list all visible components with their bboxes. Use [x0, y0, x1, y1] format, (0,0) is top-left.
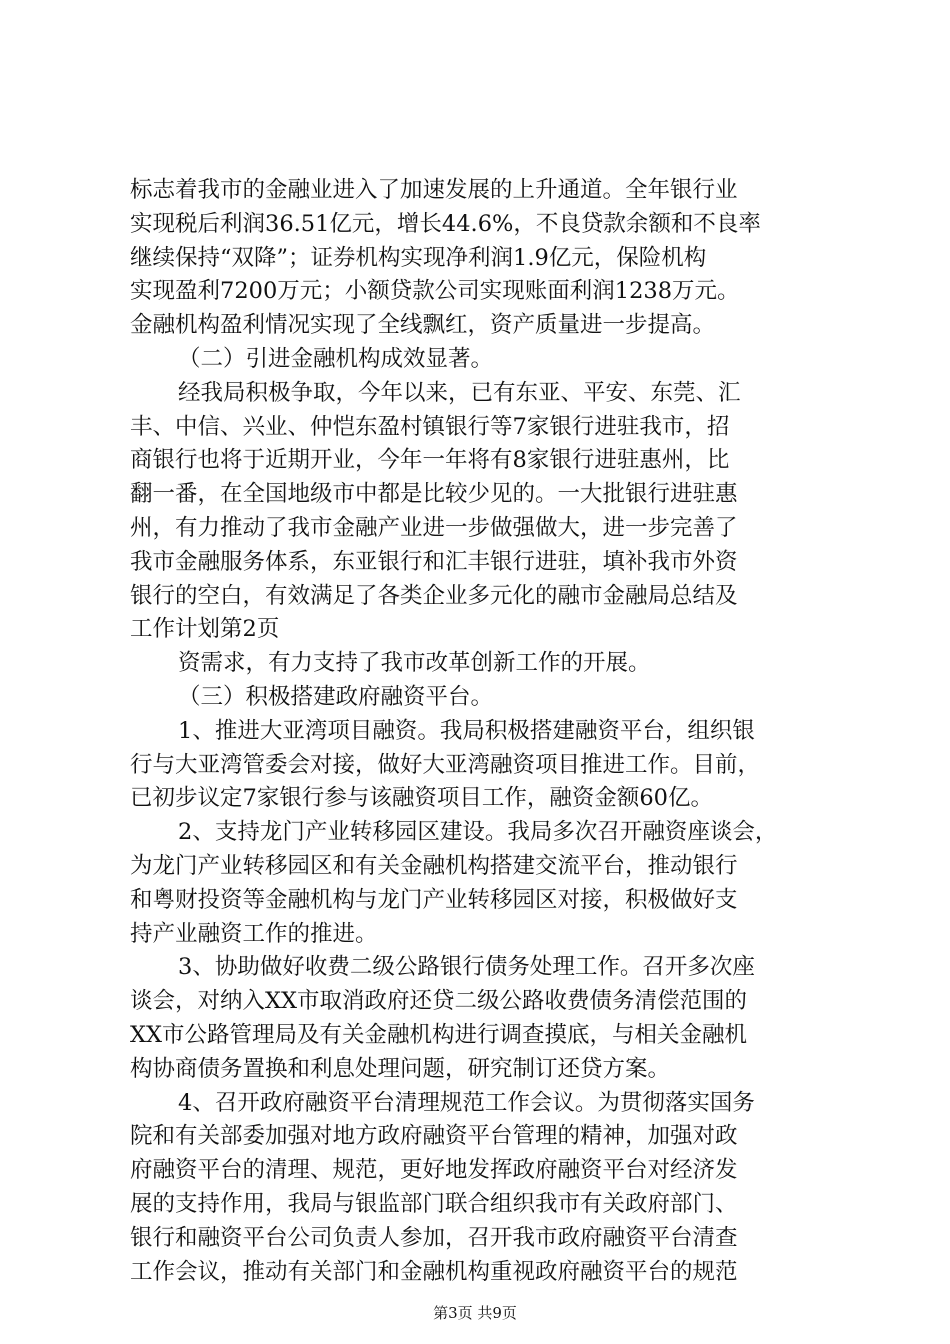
text-line: 展的支持作用，我局与银监部门联合组织我市有关政府部门、: [130, 1190, 738, 1217]
section-heading: （二）引进金融机构成效显著。: [178, 345, 494, 372]
text-line: 已初步议定7家银行参与该融资项目工作，融资金额60亿。: [130, 785, 713, 812]
text-line: 实现盈利7200万元；小额贷款公司实现账面利润1238万元。: [130, 278, 740, 305]
document-body: [130, 174, 830, 1289]
text-line: 标志着我市的金融业进入了加速发展的上升通道。全年银行业: [130, 177, 738, 203]
text-line: 资需求，有力支持了我市改革创新工作的开展。: [178, 650, 651, 677]
text-line: 3、协助做好收费二级公路银行债务处理工作。召开多次座: [178, 954, 755, 981]
text-line: 商银行也将于近期开业，今年一年将有8家银行进驻惠州，比: [130, 447, 730, 474]
text-line: 持产业融资工作的推进。: [130, 920, 378, 947]
text-line: 银行和融资平台公司负责人参加，召开我市政府融资平台清查: [130, 1224, 738, 1251]
text-line: 府融资平台的清理、规范，更好地发挥政府融资平台对经济发: [130, 1157, 738, 1184]
text-line: 经我局积极争取，今年以来，已有东亚、平安、东莞、汇: [178, 379, 741, 406]
text-line: 院和有关部委加强对地方政府融资平台管理的精神，加强对政: [130, 1123, 738, 1150]
text-line: 我市金融服务体系，东亚银行和汇丰银行进驻，填补我市外资: [130, 548, 738, 575]
text-line: 实现税后利润36.51亿元，增长44.6%，不良贷款余额和不良率: [130, 210, 761, 237]
text-line: 构协商债务置换和利息处理问题，研究制订还贷方案。: [130, 1055, 671, 1082]
text-line: XX市公路管理局及有关金融机构进行调查摸底，与相关金融机: [130, 1021, 748, 1048]
text-line: 金融机构盈利情况实现了全线飘红，资产质量进一步提高。: [130, 312, 716, 339]
text-line: 为龙门产业转移园区和有关金融机构搭建交流平台，推动银行: [130, 852, 738, 879]
text-line: 2、支持龙门产业转移园区建设。我局多次召开融资座谈会，: [178, 819, 778, 846]
text-line: 和粤财投资等金融机构与龙门产业转移园区对接，积极做好支: [130, 886, 738, 913]
text-line: 银行的空白，有效满足了各类企业多元化的融市金融局总结及: [130, 582, 738, 609]
page-number-footer: 第3页 共9页: [433, 1304, 517, 1322]
text-line: 4、召开政府融资平台清理规范工作会议。为贯彻落实国务: [178, 1089, 755, 1116]
text-line: 1、推进大亚湾项目融资。我局积极搭建融资平台，组织银: [178, 717, 755, 744]
text-line: 工作会议，推动有关部门和金融机构重视政府融资平台的规范: [130, 1258, 738, 1285]
text-line: 工作计划第2页: [130, 616, 280, 643]
text-line: 行与大亚湾管委会对接，做好大亚湾融资项目推进工作。目前，: [130, 751, 761, 778]
text-line: 继续保持“双降”；证券机构实现净利润1.9亿元，保险机构: [130, 244, 707, 271]
text-line: 州，有力推动了我市金融产业进一步做强做大，进一步完善了: [130, 514, 738, 541]
section-heading: （三）积极搭建政府融资平台。: [178, 683, 494, 710]
text-line: 丰、中信、兴业、仲恺东盈村镇银行等7家银行进驻我市，招: [130, 413, 730, 440]
text-line: 谈会，对纳入XX市取消政府还贷二级公路收费债务清偿范围的: [130, 988, 748, 1015]
text-line: 翻一番，在全国地级市中都是比较少见的。一大批银行进驻惠: [130, 481, 738, 508]
